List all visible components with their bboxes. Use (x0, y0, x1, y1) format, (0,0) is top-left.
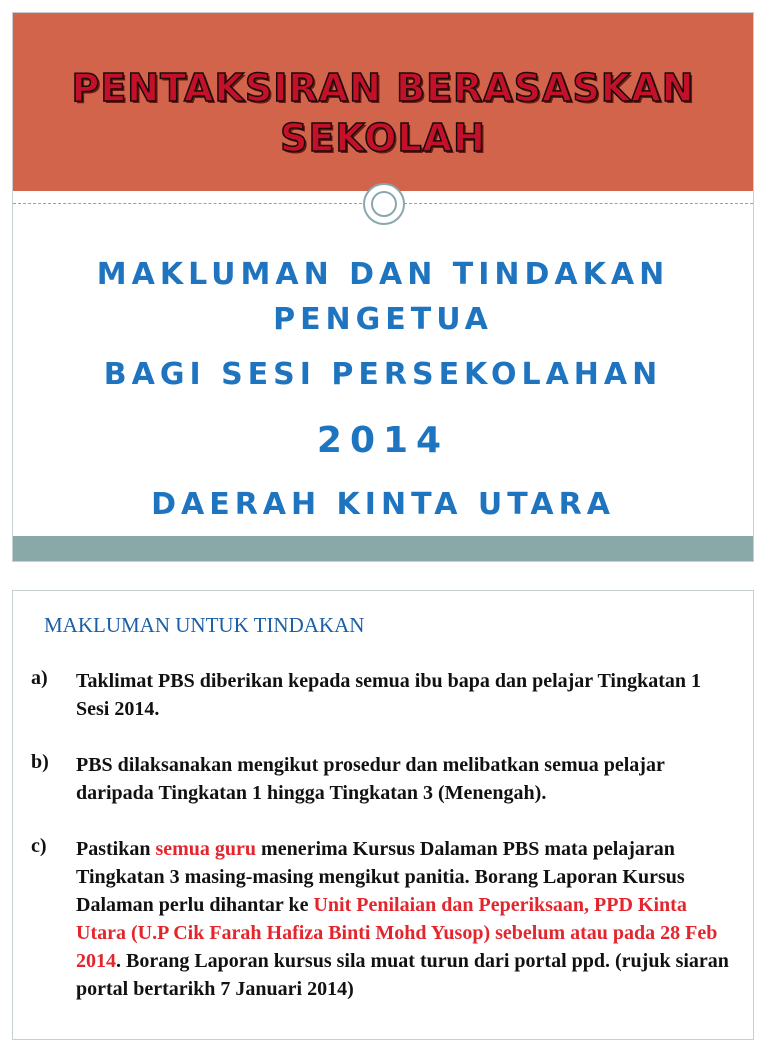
highlight-teachers: semua guru (155, 838, 257, 860)
info-heading: MAKLUMAN UNTUK TINDAKAN (44, 613, 365, 637)
list-item-c (31, 835, 731, 1003)
subtitle-line3: BAGI SESI PERSEKOLAHAN (103, 357, 663, 392)
list-marker: b) (31, 751, 49, 773)
text-segment: menerima Kursus Dalaman PBS mata pelajaran Tingkatan 3 masing-masing mengikut panitia. Borang Laporan Kursus Dalaman perlu dihantar ke (76, 838, 685, 916)
ring-ornament-icon (363, 183, 405, 225)
slide-title-line1: PENTAKSIRAN BERASASKAN (71, 66, 695, 110)
list-item-a (31, 667, 731, 723)
title-slide (12, 12, 754, 562)
slide-title (13, 63, 753, 163)
info-slide (12, 590, 754, 1040)
text-segment: Pastikan (76, 838, 156, 860)
subtitle-line1: MAKLUMAN DAN TINDAKAN (96, 257, 670, 292)
list-item-text (76, 835, 731, 1003)
list-item-b (31, 751, 731, 807)
list-marker: a) (31, 667, 48, 689)
list-item-text: PBS dilaksanakan mengikut prosedur dan melibatkan semua pelajar daripada Tingkatan 1 hingga Tingkatan 3 (Menengah). (76, 754, 665, 804)
list-item-text: Taklimat PBS diberikan kepada semua ibu bapa dan pelajar Tingkatan 1 Sesi 2014. (76, 670, 702, 720)
list-marker: c) (31, 835, 47, 857)
action-list (31, 667, 731, 1031)
slide-title-line2: SEKOLAH (280, 116, 486, 160)
subtitle-line2: PENGETUA (273, 302, 493, 337)
title-footer-band (13, 536, 753, 561)
text-segment: . Borang Laporan kursus sila muat turun dari portal ppd. (rujuk siaran portal bertarikh 7 Januari 2014) (76, 950, 729, 1000)
highlight-unit-deadline: Unit Penilaian dan Peperiksaan, PPD Kinta Utara (U.P Cik Farah Hafiza Binti Mohd Yusop) sebelum atau pada 28 Feb 2014 (76, 894, 718, 972)
district-label: DAERAH KINTA UTARA (151, 487, 615, 522)
year-label: 2014 (316, 420, 450, 461)
